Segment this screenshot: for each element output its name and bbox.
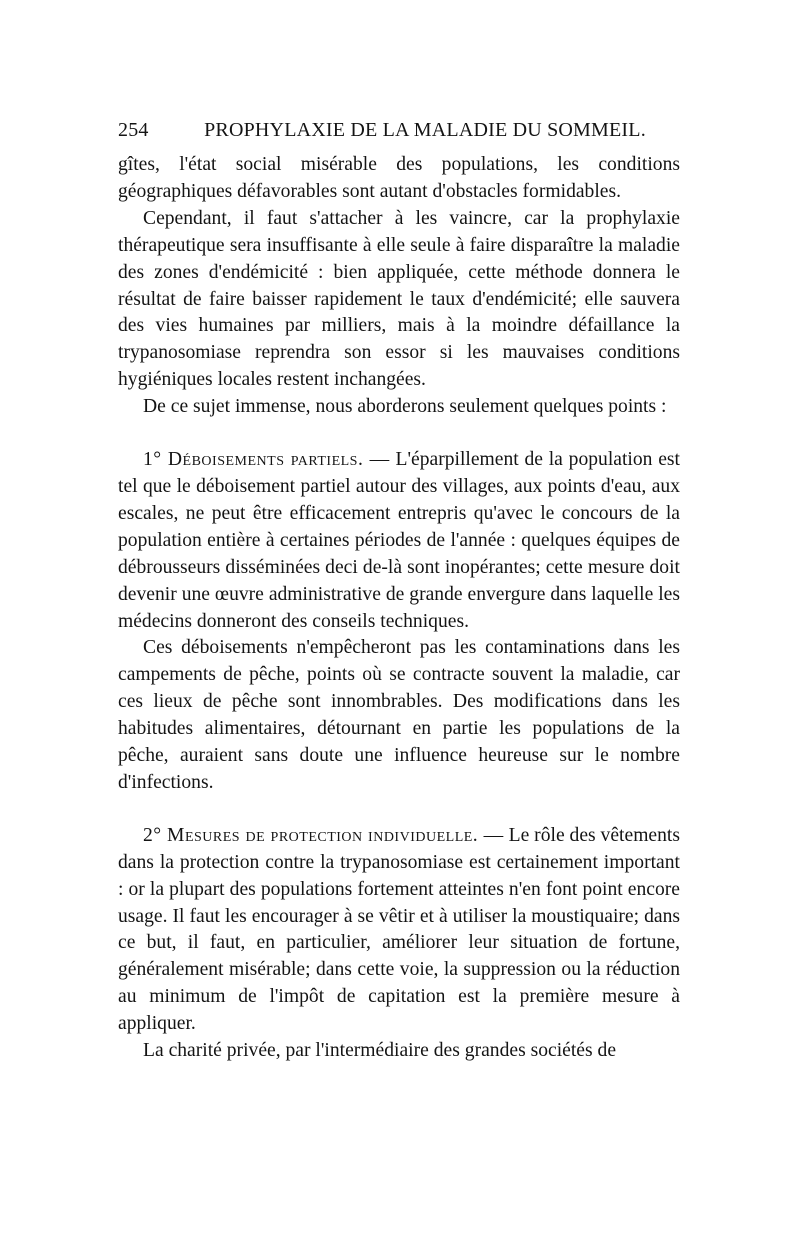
paragraph: Cependant, il faut s'attacher à les vaincre, car la prophylaxie thérapeutique sera insuffisante à elle seule à faire disparaître la maladie des zones d'endémicité : bien appliquée, cette méthode donnera le résultat de faire baisser rapidement le taux d'endémicité; elle sauvera des vies humaines par milliers, mais à la moindre défaillance la trypanosomiase reprendra son essor si les mauvaises conditions hygiéniques locales restent inchangées. bbox=[118, 207, 680, 391]
page-number: 254 bbox=[118, 119, 149, 141]
section-heading-protection: 2° Mesures de protection individuelle. — bbox=[143, 824, 504, 846]
section-text: Le rôle des vêtements dans la protection contre la trypanosomiase est certainement important : or la plupart des populations fortement atteintes n'en font point encore usage. Il faut les encourager à se vêtir et à utiliser la moustiquaire; dans ce but, il faut, en particulier, améliorer leur situation de fortune, généralement misérable; dans cette voie, la suppression ou la réduction au minimum de l'impôt de capitation est la première mesure à appliquer. bbox=[118, 824, 680, 1035]
body-text bbox=[118, 152, 680, 1065]
section-paragraph-protection bbox=[118, 823, 680, 1038]
page-header bbox=[118, 118, 680, 142]
section-paragraph-deboisements bbox=[118, 447, 680, 635]
paragraph-continuation: gîtes, l'état social misérable des populations, les conditions géographiques défavorables sont autant d'obstacles formidables. bbox=[118, 154, 680, 202]
running-title: PROPHYLAXIE DE LA MALADIE DU SOMMEIL. bbox=[204, 119, 646, 141]
book-page bbox=[118, 118, 680, 1065]
section-text: L'éparpillement de la population est tel que le déboisement partiel autour des villages, aux points d'eau, aux escales, ne peut être efficacement entrepris qu'avec le concours de la population entière à certaines périodes de l'année : quelques équipes de débrousseurs disséminées deci de-là sont inopérantes; cette mesure doit devenir une œuvre administrative de grande envergure dans laquelle les médecins donneront des conseils techniques. bbox=[118, 449, 680, 632]
paragraph-last: La charité privée, par l'intermédiaire des grandes sociétés de bbox=[143, 1040, 617, 1062]
paragraph: Ces déboisements n'empêcheront pas les contaminations dans les campements de pêche, points où se contracte souvent la maladie, car ces lieux de pêche sont innombrables. Des modifications dans les habitudes alimentaires, détournant en partie les populations de la pêche, auraient sans doute une influence heureuse sur le nombre d'infections. bbox=[118, 637, 680, 793]
paragraph: De ce sujet immense, nous aborderons seulement quelques points : bbox=[143, 396, 667, 418]
section-heading-deboisements: 1° Déboisements partiels. — bbox=[143, 449, 390, 471]
